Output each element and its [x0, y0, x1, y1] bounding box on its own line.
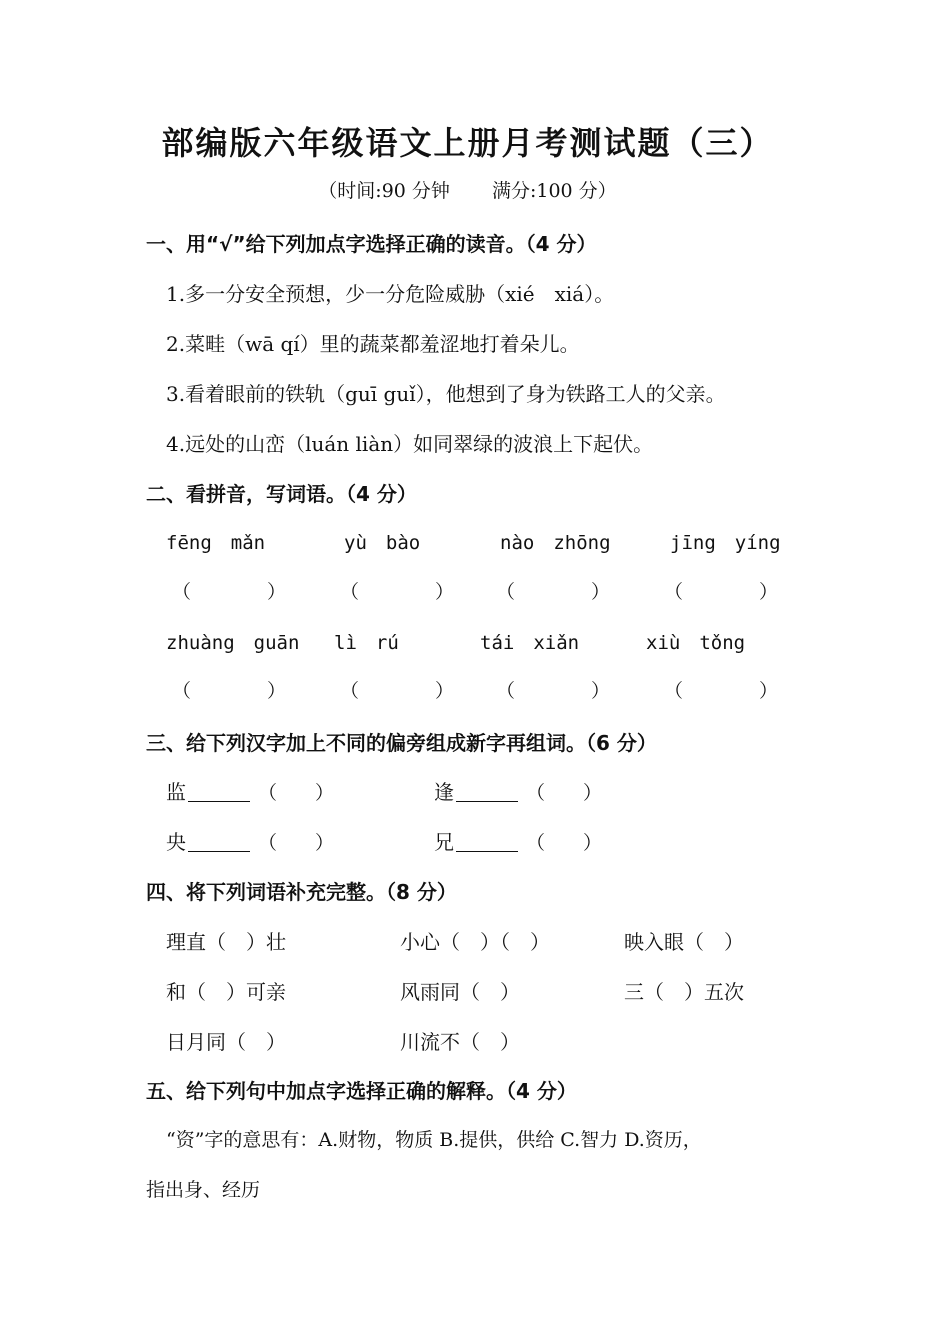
time-limit: （时间:90 分钟 — [318, 180, 450, 202]
radical-item-2 — [434, 776, 602, 805]
section-4-heading: 四、将下列词语补充完整。（8 分） — [146, 880, 457, 904]
word-box[interactable]: （ ） — [258, 832, 335, 854]
base-char: 兄 — [434, 830, 454, 854]
radical-item-3 — [166, 826, 334, 855]
pinyin-3: nào zhōng — [500, 532, 611, 554]
idiom-2[interactable]: 小心（ ）（ ） — [400, 930, 550, 954]
base-char: 逢 — [434, 780, 454, 804]
pinyin-5: zhuàng guān — [166, 632, 300, 654]
idiom-1[interactable]: 理直（ ）壮 — [166, 930, 286, 954]
exam-info — [0, 176, 935, 203]
answer-box-5[interactable]: （ ） — [172, 680, 287, 702]
pinyin-6: lì rú — [334, 632, 399, 654]
pinyin-4: jīng yíng — [670, 532, 781, 554]
pinyin-2: yù bào — [344, 532, 421, 554]
radical-item-4 — [434, 826, 602, 855]
word-box[interactable]: （ ） — [258, 782, 335, 804]
answer-box-7[interactable]: （ ） — [496, 680, 611, 702]
pinyin-1: fēng mǎn — [166, 532, 266, 554]
fill-blank[interactable] — [456, 781, 518, 802]
fill-blank[interactable] — [188, 831, 250, 852]
question-1-1: 1.多一分安全预想，少一分危险威胁（xié xiá）。 — [166, 282, 615, 306]
idiom-3[interactable]: 映入眼（ ） — [624, 930, 744, 954]
answer-box-2[interactable]: （ ） — [340, 581, 455, 603]
fill-blank[interactable] — [456, 831, 518, 852]
answer-box-6[interactable]: （ ） — [340, 680, 455, 702]
question-1-2: 2.菜畦（wā qí）里的蔬菜都羞涩地打着朵儿。 — [166, 332, 580, 356]
question-1-3: 3.看着眼前的铁轨（guī guǐ），他想到了身为铁路工人的父亲。 — [166, 382, 726, 406]
idiom-5[interactable]: 风雨同（ ） — [400, 980, 520, 1004]
section-5-heading: 五、给下列句中加点字选择正确的解释。（4 分） — [146, 1079, 577, 1103]
base-char: 央 — [166, 830, 186, 854]
base-char: 监 — [166, 780, 186, 804]
pinyin-7: tái xiǎn — [480, 632, 580, 654]
word-box[interactable]: （ ） — [526, 832, 603, 854]
section-1-heading: 一、用“√”给下列加点字选择正确的读音。（4 分） — [146, 232, 597, 256]
idiom-8[interactable]: 川流不（ ） — [400, 1030, 520, 1054]
answer-box-4[interactable]: （ ） — [664, 581, 779, 603]
full-score: 满分:100 分） — [491, 180, 617, 202]
section-2-heading: 二、看拼音，写词语。（4 分） — [146, 482, 417, 506]
answer-box-3[interactable]: （ ） — [496, 581, 611, 603]
question-1-4: 4.远处的山峦（luán liàn）如同翠绿的波浪上下起伏。 — [166, 432, 654, 456]
idiom-7[interactable]: 日月同（ ） — [166, 1030, 286, 1054]
definition-line-2: 指出身、经历 — [146, 1179, 261, 1201]
idiom-6[interactable]: 三（ ）五次 — [624, 980, 744, 1004]
fill-blank[interactable] — [188, 781, 250, 802]
pinyin-8: xiù tǒng — [646, 632, 746, 654]
page-title: 部编版六年级语文上册月考测试题（三） — [161, 124, 774, 162]
section-3-heading: 三、给下列汉字加上不同的偏旁组成新字再组词。（6 分） — [146, 731, 657, 755]
radical-item-1 — [166, 776, 334, 805]
answer-box-8[interactable]: （ ） — [664, 680, 779, 702]
idiom-4[interactable]: 和（ ）可亲 — [166, 980, 286, 1004]
word-box[interactable]: （ ） — [526, 782, 603, 804]
definition-line-1: “资”字的意思有：A.财物，物质 B.提供，供给 C.智力 D.资历， — [166, 1129, 702, 1151]
answer-box-1[interactable]: （ ） — [172, 581, 287, 603]
